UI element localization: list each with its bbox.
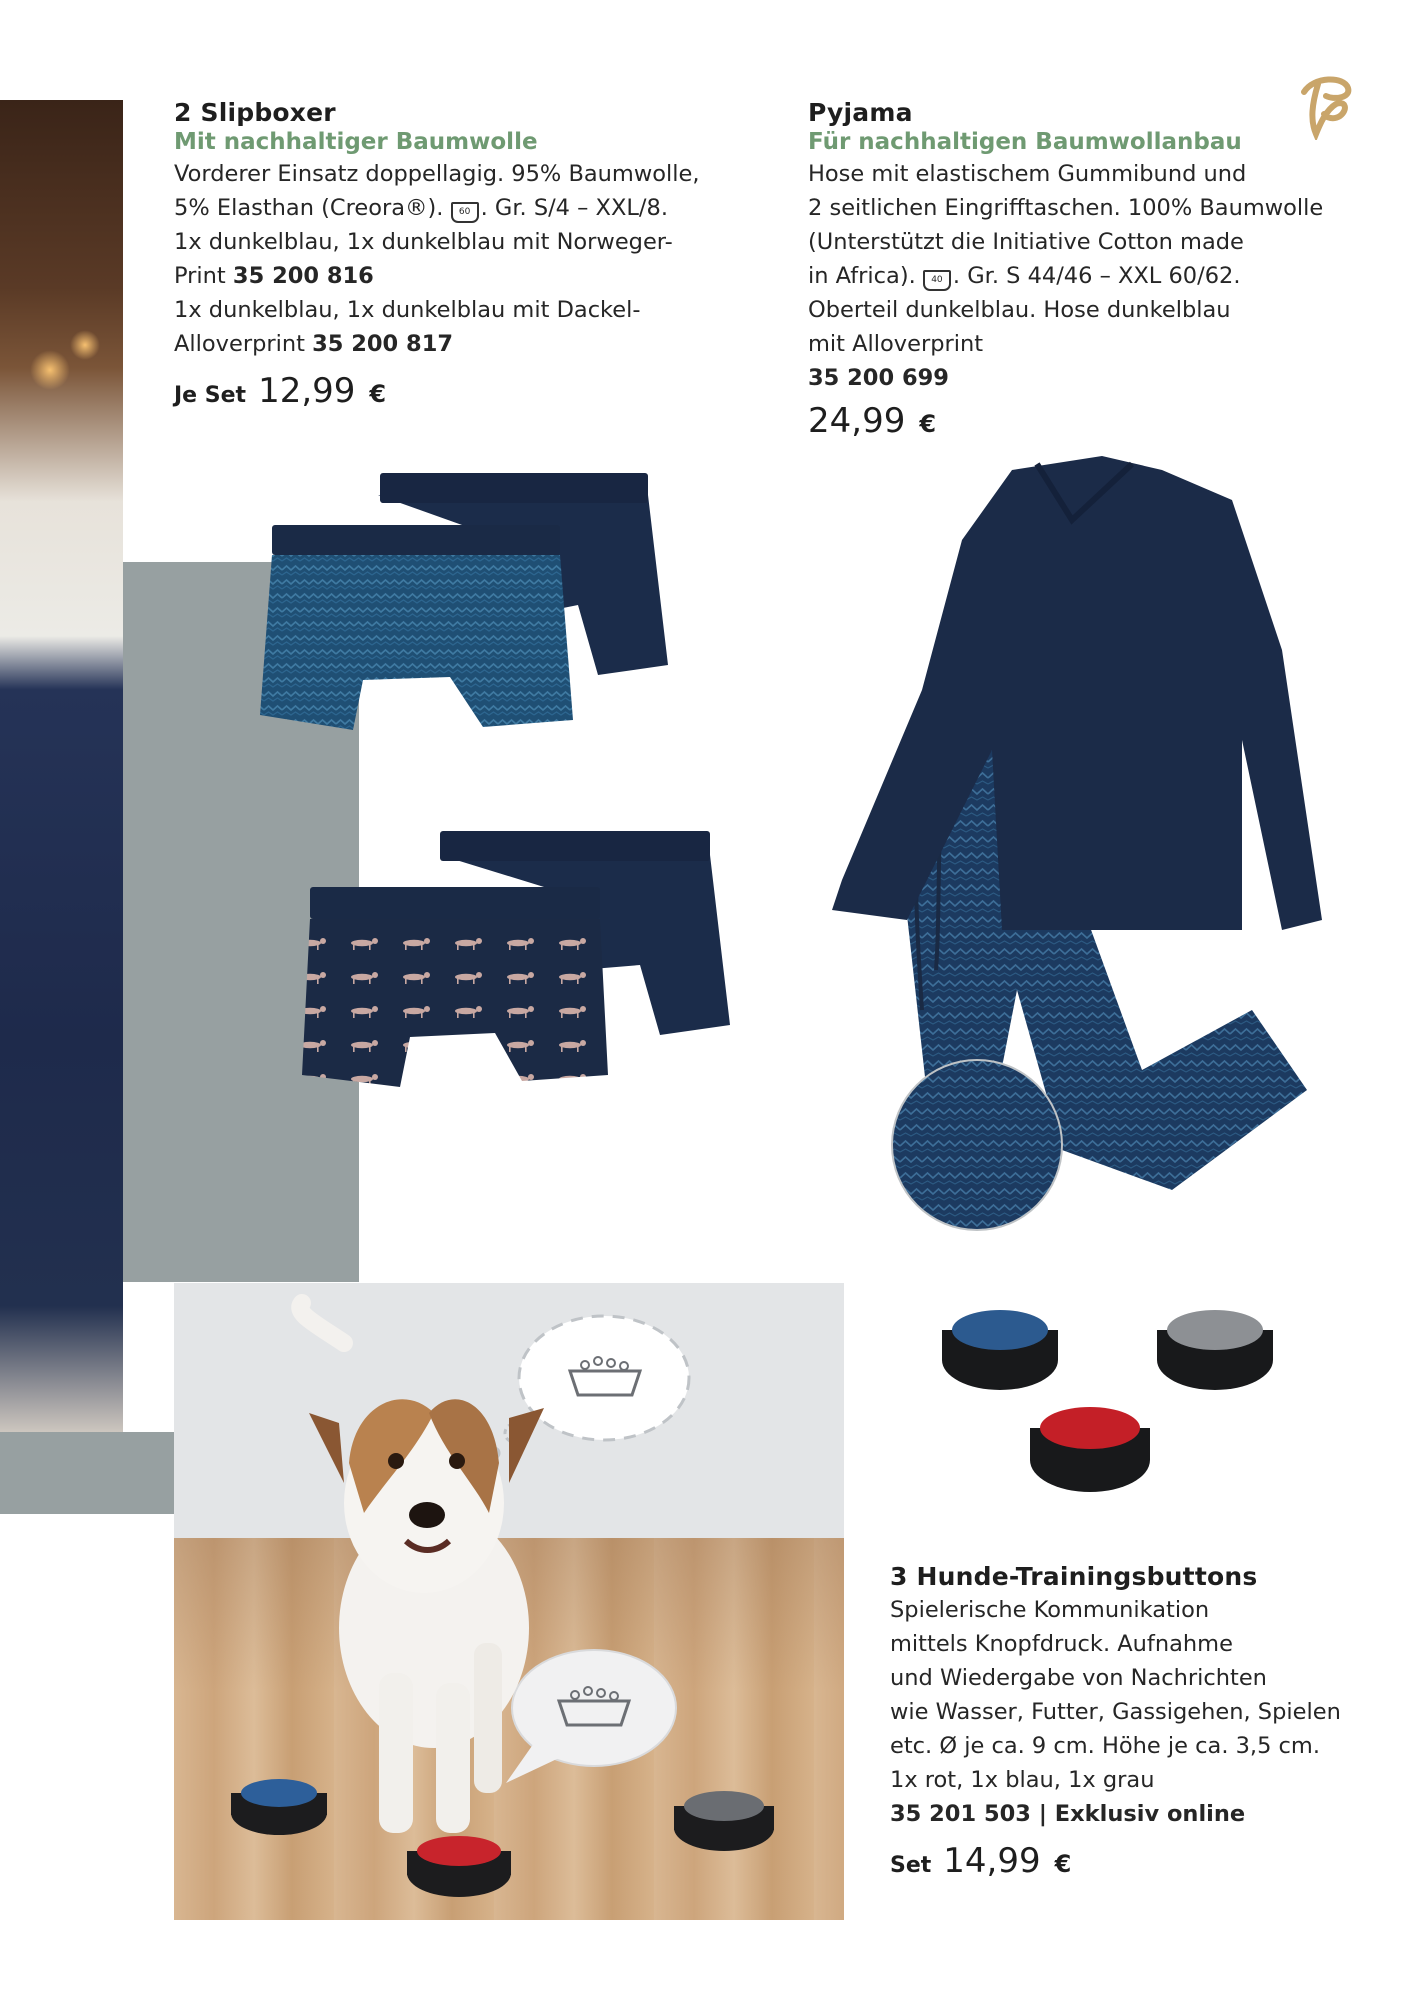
price-label: Je Set [174, 383, 247, 408]
description-line: in Africa). [808, 263, 916, 289]
size-range: . Gr. S/4 – XXL/8. [480, 195, 668, 221]
price: 12,99 [258, 371, 356, 411]
description-line: etc. Ø je ca. 9 cm. Höhe je ca. 3,5 cm. [890, 1733, 1320, 1759]
article-number: 35 200 699 [808, 365, 949, 391]
slipboxer-description [174, 98, 734, 411]
product-subtitle: Für nachhaltigen Baumwollanbau [808, 129, 1242, 155]
currency: € [919, 410, 937, 438]
boxer-norweger-image [228, 465, 688, 765]
article-number: 35 201 503 | Exklusiv online [890, 1801, 1246, 1827]
description-line: Alloverprint [174, 331, 305, 357]
price: 24,99 [808, 401, 906, 441]
training-button-blue [231, 1779, 327, 1835]
description-line: wie Wasser, Futter, Gassigehen, Spielen [890, 1699, 1341, 1725]
training-button-blue [942, 1310, 1058, 1390]
product-title: Pyjama [808, 98, 913, 127]
pyjama-image [812, 450, 1352, 1240]
description-line: 1x dunkelblau, 1x dunkelblau mit Dackel- [174, 297, 641, 323]
currency: € [369, 380, 387, 408]
grey-background-block [0, 1432, 174, 1514]
product-subtitle: Mit nachhaltiger Baumwolle [174, 129, 538, 155]
speech-bubble [506, 1650, 676, 1783]
product-title: 3 Hunde-Trainingsbuttons [890, 1562, 1258, 1591]
price: 14,99 [943, 1841, 1041, 1881]
lifestyle-photo [0, 100, 123, 1440]
description-line: 2 seitlichen Eingrifftaschen. 100% Baumwolle [808, 195, 1324, 221]
boxer-dackel-image [290, 825, 740, 1125]
dog [300, 1303, 544, 1833]
pyjama-description [808, 98, 1368, 441]
wash-icon: 40 [923, 270, 951, 291]
product-title: 2 Slipboxer [174, 98, 336, 127]
description-line: Oberteil dunkelblau. Hose dunkelblau [808, 297, 1231, 323]
training-button-grey [1157, 1310, 1273, 1390]
description-line: (Unterstützt die Initiative Cotton made [808, 229, 1244, 255]
description-line: 1x dunkelblau, 1x dunkelblau mit Norweger- [174, 229, 673, 255]
dog-training-photo [174, 1283, 844, 1920]
article-number: 35 200 816 [232, 263, 374, 289]
description-line: Print [174, 263, 226, 289]
size-range: . Gr. S 44/46 – XXL 60/62. [952, 263, 1241, 289]
training-button-grey [674, 1791, 774, 1851]
training-button-red [407, 1836, 511, 1897]
training-button-red [1030, 1407, 1150, 1492]
article-number: 35 200 817 [312, 331, 454, 357]
description-line: und Wiedergabe von Nachrichten [890, 1665, 1267, 1691]
buttons-description [890, 1562, 1390, 1881]
description-line: mittels Knopfdruck. Aufnahme [890, 1631, 1233, 1657]
description-line: Hose mit elastischem Gummibund und [808, 161, 1247, 187]
description-line: Vorderer Einsatz doppellagig. 95% Baumwolle, [174, 161, 700, 187]
price-label: Set [890, 1853, 932, 1878]
wash-icon: 60 [451, 202, 479, 223]
description-line: Spielerische Kommunikation [890, 1597, 1210, 1623]
description-line: 1x rot, 1x blau, 1x grau [890, 1767, 1155, 1793]
description-line: mit Alloverprint [808, 331, 984, 357]
training-buttons-image [930, 1300, 1290, 1540]
currency: € [1054, 1850, 1072, 1878]
description-line: 5% Elasthan (Creora®). [174, 195, 444, 221]
